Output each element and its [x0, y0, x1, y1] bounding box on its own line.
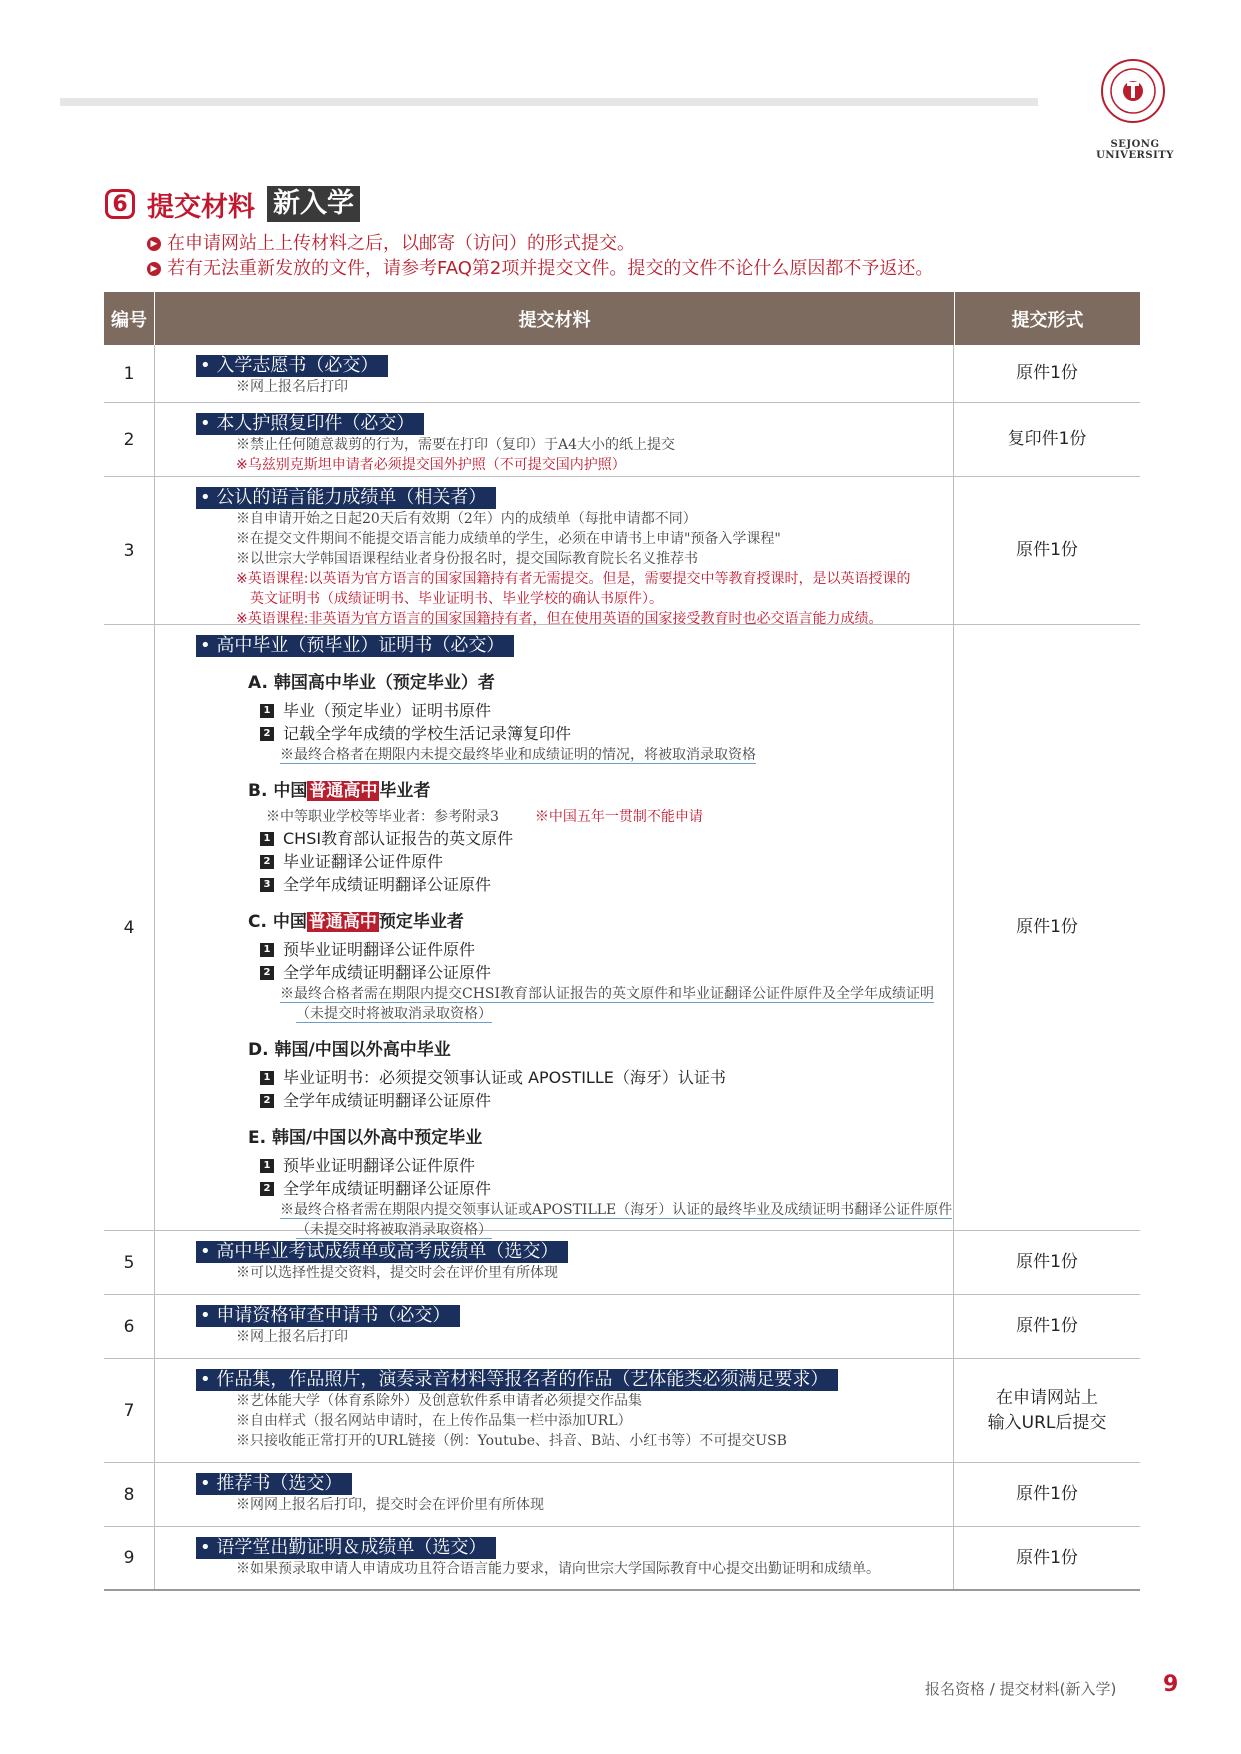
material-note: ※只接收能正常打开的URL链接（例：Youtube、抖音、B站、小红书等）不可提交USB — [236, 1433, 787, 1449]
section-number: 6 — [105, 189, 135, 219]
material-note: ※如果预录取申请人申请成功且符合语言能力要求，请向世宗大学国际教育中心提交出勤证明和成绩单。 — [236, 1561, 880, 1577]
table-row — [104, 625, 1140, 1238]
row-format: 原件1份 — [1016, 540, 1078, 560]
row-number: 2 — [104, 403, 155, 476]
material-note: ※可以选择性提交资料，提交时会在评价里有所体现 — [236, 1265, 558, 1281]
row-format: 复印件1份 — [1007, 429, 1087, 449]
row-number: 3 — [104, 477, 155, 624]
row-format: 原件1份 — [1016, 1252, 1078, 1272]
group-note: ※最终合格者在期限内未提交最终毕业和成绩证明的情况，将被取消录取资格 — [280, 747, 756, 763]
row-format: 原件1份 — [1016, 1484, 1078, 1504]
row-material — [155, 345, 954, 402]
row-material — [155, 1359, 954, 1462]
number-badge-icon: 2 — [260, 855, 274, 869]
header-format: 提交形式 — [1011, 309, 1084, 331]
row-number: 8 — [104, 1463, 155, 1526]
table-row — [104, 345, 1140, 403]
arrow-circle-icon: ▶ — [147, 237, 161, 251]
row-material — [155, 403, 954, 476]
note-item: ▶ 在申请网站上上传材料之后，以邮寄（访问）的形式提交。 — [147, 231, 933, 256]
material-note: ※网上报名后打印 — [236, 379, 348, 395]
row-number: 5 — [104, 1231, 155, 1294]
row-number: 9 — [104, 1527, 155, 1589]
material-title: • 语学堂出勤证明＆成绩单（选交） — [196, 1537, 496, 1559]
row-material — [155, 625, 954, 1238]
number-badge-icon: 2 — [260, 727, 274, 741]
footer-breadcrumb: 报名资格 / 提交材料(新入学) — [925, 1680, 1117, 1698]
material-title: • 作品集，作品照片，演奏录音材料等报名者的作品（艺体能类必须满足要求） — [196, 1369, 838, 1391]
material-note: ※自申请开始之日起20天后有效期（2年）内的成绩单（每批申请都不同） — [236, 511, 697, 527]
note-item: ▶ 若有无法重新发放的文件，请参考FAQ第2项并提交文件。提交的文件不论什么原因都不予返还。 — [147, 256, 933, 281]
row-material — [155, 477, 954, 627]
list-item: 1 CHSI教育部认证报告的英文原件 — [260, 827, 953, 850]
list-item: 1 毕业（预定毕业）证明书原件 — [260, 699, 953, 722]
arrow-circle-icon: ▶ — [147, 262, 161, 276]
group-note: ※最终合格者需在期限内提交领事认证或APOSTILLE（海牙）认证的最终毕业及成绩证明书翻译公证件原件 — [280, 1202, 953, 1218]
material-warning: ※英语课程:以英语为官方语言的国家国籍持有者无需提交。但是，需要提交中等教育授课时，是以英语授课的 — [236, 571, 911, 587]
material-note: ※自由样式（报名网站申请时，在上传作品集一栏中添加URL） — [236, 1413, 632, 1429]
row-number: 4 — [104, 625, 155, 1230]
row-format: 原件1份 — [1016, 1316, 1078, 1336]
row-material — [155, 1527, 954, 1589]
university-name: SEJONG UNIVERSITY — [1096, 139, 1174, 161]
material-warning: ※英语课程:非英语为官方语言的国家国籍持有者，但在使用英语的国家接受教育时也必交语言能力成绩。 — [236, 611, 883, 627]
row-number: 7 — [104, 1359, 155, 1462]
material-title: • 高中毕业（预毕业）证明书（必交） — [196, 635, 514, 657]
material-title: • 本人护照复印件（必交） — [196, 413, 424, 435]
group-note: （未提交时将被取消录取资格） — [296, 1222, 492, 1238]
material-note: ※艺体能大学（体育系除外）及创意软件系申请者必须提交作品集 — [236, 1393, 642, 1409]
number-badge-icon: 1 — [260, 832, 274, 846]
list-item: 1 预毕业证明翻译公证件原件 — [260, 938, 953, 961]
row-number: 1 — [104, 345, 155, 402]
header-number: 编号 — [104, 292, 155, 345]
row-material — [155, 1295, 954, 1358]
material-title: • 入学志愿书（必交） — [196, 355, 388, 377]
material-title: • 高中毕业考试成绩单或高考成绩单（选交） — [196, 1241, 568, 1263]
university-seal-icon — [1100, 58, 1166, 124]
material-note: ※以世宗大学韩国语课程结业者身份报名时，提交国际教育院长名义推荐书 — [236, 551, 698, 567]
section-title: 提交材料 — [147, 191, 255, 223]
material-note: ※在提交文件期间不能提交语言能力成绩单的学生，必须在申请书上申请"预备入学课程" — [236, 531, 781, 547]
list-item: 2 记载全学年成绩的学校生活记录簿复印件 — [260, 722, 953, 745]
row-format: 在申请网站上 输入URL后提交 — [987, 1387, 1107, 1433]
list-item: 1 预毕业证明翻译公证件原件 — [260, 1154, 953, 1177]
materials-table — [104, 292, 1140, 1591]
table-row — [104, 1295, 1140, 1359]
section-heading — [105, 186, 360, 222]
table-row — [104, 1527, 1140, 1591]
number-badge-icon: 1 — [260, 943, 274, 957]
row-material — [155, 1463, 954, 1526]
material-title: • 申请资格审查申请书（必交） — [196, 1305, 460, 1327]
top-divider — [60, 98, 1038, 106]
row-format: 原件1份 — [1016, 363, 1078, 383]
section-tag: 新入学 — [267, 186, 360, 222]
section-notes — [147, 231, 933, 281]
material-warning: ※乌兹别克斯坦申请者必须提交国外护照（不可提交国内护照） — [236, 457, 626, 473]
material-title: • 推荐书（选交） — [196, 1473, 352, 1495]
list-item: 3 全学年成绩证明翻译公证原件 — [260, 873, 953, 896]
row-format: 原件1份 — [1016, 1547, 1078, 1568]
list-item: 2 全学年成绩证明翻译公证原件 — [260, 1177, 953, 1200]
material-warning: 英文证明书（成绩证明书、毕业证明书、毕业学校的确认书原件）。 — [250, 591, 663, 607]
material-note: ※网网上报名后打印，提交时会在评价里有所体现 — [236, 1497, 544, 1513]
number-badge-icon: 1 — [260, 704, 274, 718]
group-c-title: C. 中国 普通高中 预定毕业者 — [248, 912, 464, 932]
material-note: ※网上报名后打印 — [236, 1329, 348, 1345]
group-note: ※中等职业学校等毕业者：参考附录3 ※中国五年一贯制不能申请 — [266, 809, 703, 825]
list-item: 2 毕业证翻译公证件原件 — [260, 850, 953, 873]
number-badge-icon: 2 — [260, 966, 274, 980]
group-b-title: B. 中国 普通高中 毕业者 — [248, 781, 431, 801]
group-e-title: E. 韩国/中国以外高中预定毕业 — [248, 1128, 483, 1148]
row-number: 6 — [104, 1295, 155, 1358]
number-badge-icon: 2 — [260, 1182, 274, 1196]
table-header — [104, 292, 1140, 345]
table-row — [104, 1463, 1140, 1527]
group-note: （未提交时将被取消录取资格） — [296, 1006, 492, 1022]
table-row — [104, 1231, 1140, 1295]
number-badge-icon: 2 — [260, 1094, 274, 1108]
number-badge-icon: 3 — [260, 878, 274, 892]
group-note: ※最终合格者需在期限内提交CHSI教育部认证报告的英文原件和毕业证翻译公证件原件及全学年成绩证明 — [280, 986, 935, 1002]
header-material: 提交材料 — [155, 292, 955, 345]
material-title: • 公认的语言能力成绩单（相关者） — [196, 487, 496, 509]
group-d-title: D. 韩国/中国以外高中毕业 — [248, 1040, 451, 1060]
list-item: 2 全学年成绩证明翻译公证原件 — [260, 1089, 953, 1112]
table-row — [104, 477, 1140, 625]
table-row — [104, 403, 1140, 477]
material-note: ※禁止任何随意裁剪的行为，需要在打印（复印）于A4大小的纸上提交 — [236, 437, 676, 453]
page-number: 9 — [1163, 1672, 1179, 1697]
table-row — [104, 1359, 1140, 1463]
row-material — [155, 1231, 954, 1294]
group-a-title: A. 韩国高中毕业（预定毕业）者 — [248, 673, 495, 693]
list-item: 2 全学年成绩证明翻译公证原件 — [260, 961, 953, 984]
number-badge-icon: 1 — [260, 1159, 274, 1173]
number-badge-icon: 1 — [260, 1071, 274, 1085]
list-item: 1 毕业证明书：必须提交领事认证或 APOSTILLE（海牙）认证书 — [260, 1066, 953, 1089]
row-format: 原件1份 — [1016, 917, 1078, 937]
